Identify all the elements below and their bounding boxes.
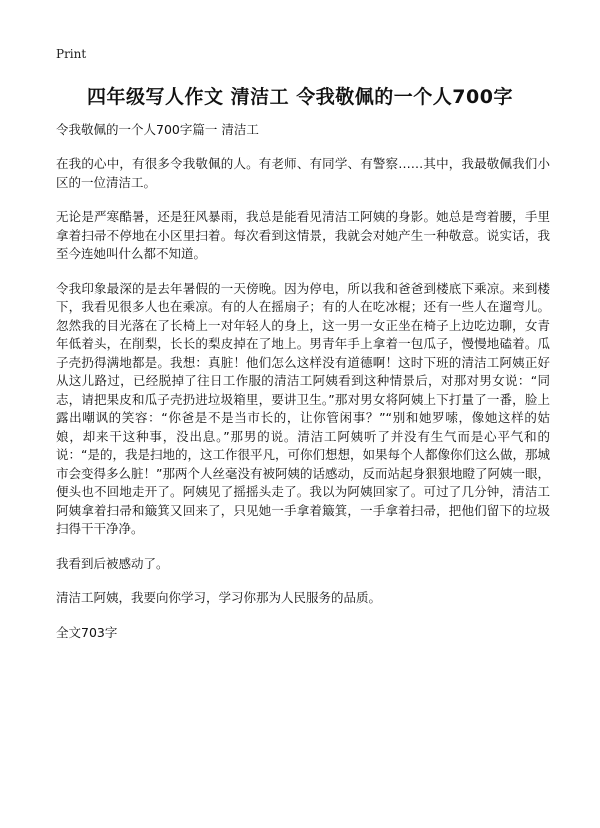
paragraph-4: 我看到后被感动了。	[56, 555, 169, 571]
article-subtitle: 令我敬佩的一个人700字篇一 清洁工	[56, 122, 259, 137]
article-body	[56, 121, 550, 642]
word-count: 全文703字	[56, 624, 118, 640]
print-link[interactable]: Print	[56, 47, 87, 61]
paragraph-1: 在我的心中，有很多令我敬佩的人。有老师、有同学、有警察……其中，我最敬佩我们小区的一位清洁工。	[56, 156, 550, 190]
paragraph-3: 令我印象最深的是去年暑假的一天傍晚。因为停电，所以我和爸爸到楼底下乘凉。来到楼下，我看见很多人也在乘凉。有的人在摇扇子；有的人在吃冰棍；还有一些人在遛弯儿。忽然我的目光落在了长椅上一对年轻人的身上，这一男一女正坐在椅子上边吃边聊，女青年低着头，在削梨，长长的梨皮掉在了地上。男青年手上拿着一包瓜子，慢慢地磕着。瓜子壳扔得满地都是。我想：真脏！他们怎么这样没有道德啊！这时下班的清洁工阿姨正好从这儿路过，已经脱掉了往日工作服的清洁工阿姨看到这种情景后，对那对男女说：“同志，请把果皮和瓜子壳扔进垃圾箱里，要讲卫生。”那对男女将阿姨上下打量了一番，脸上露出嘲讽的笑容：“你爸是不是当市长的，让你管闲事？”“别和她罗嗦，像她这样的姑娘，却来干这种事，没出息。”那男的说。清洁工阿姨听了并没有生气而是心平气和的说：“是的，我是扫地的，这工作很平凡，可你们想想，如果每个人都像你们这么做，那城市会变得多么脏！”那两个人丝毫没有被阿姨的话感动，反而站起身狠狠地瞪了阿姨一眼，便头也不回地走开了。阿姨见了摇摇头走了。我以为阿姨回家了。可过了几分钟，清洁工阿姨拿着扫帚和簸箕又回来了，只见她一手拿着簸箕，一手拿着扫帚，把他们留下的垃圾扫得干干净净。	[56, 280, 550, 536]
paragraph-5: 清洁工阿姨，我要向你学习，学习你那为人民服务的品质。	[56, 590, 382, 605]
article-title: 四年级写人作文 清洁工 令我敬佩的一个人700字	[87, 86, 513, 108]
paragraph-2: 无论是严寒酷暑，还是狂风暴雨，我总是能看见清洁工阿姨的身影。她总是弯着腰，手里拿着扫帚不停地在小区里扫着。每次看到这情景，我就会对她产生一种敬意。说实话，我至今连她叫什么都不知道。	[56, 209, 550, 261]
